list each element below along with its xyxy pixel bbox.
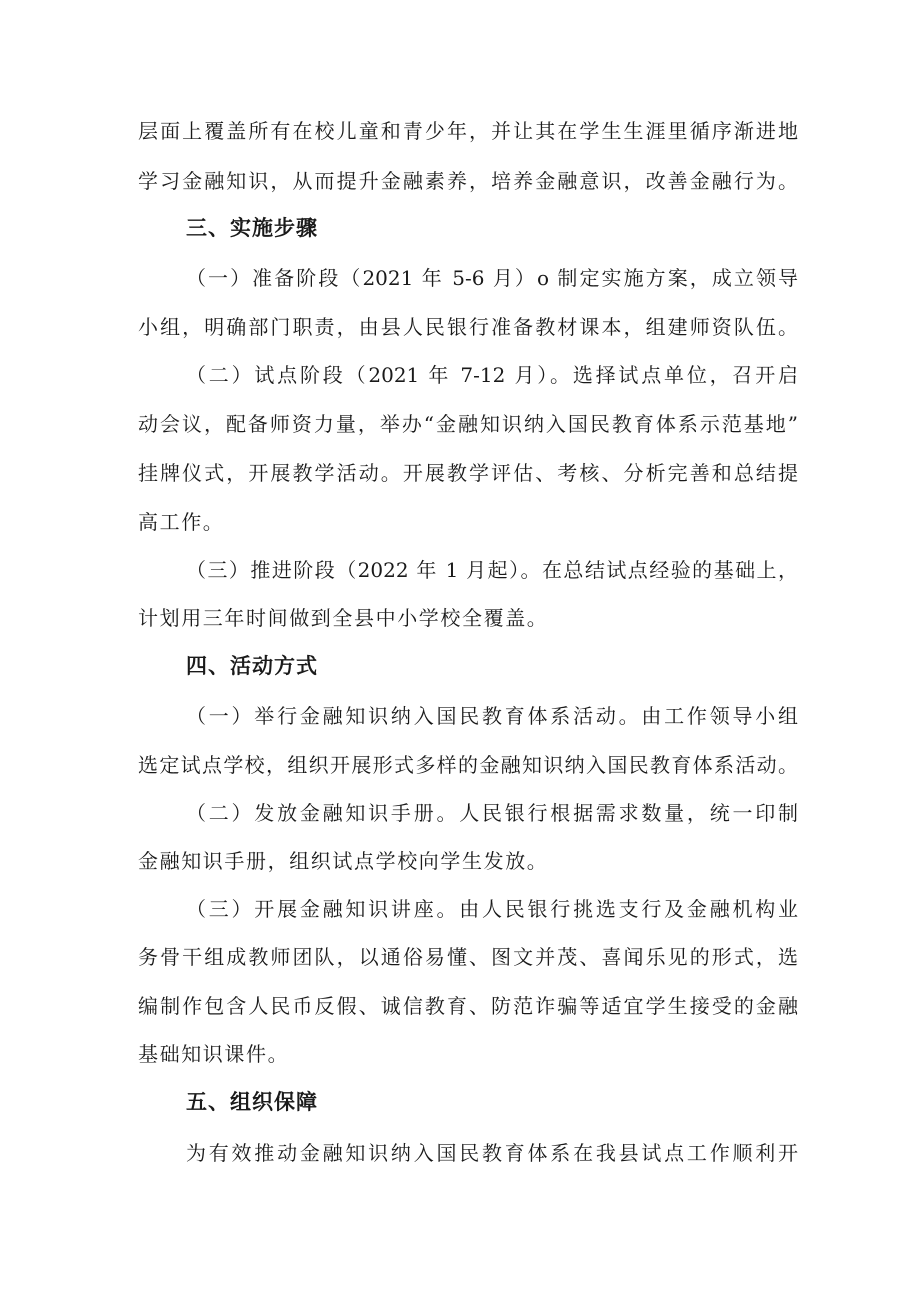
s3-p1-line-1: （一）准备阶段（2021 年 5-6 月）o 制定实施方案，成立领导	[186, 266, 798, 290]
s4-p3-line-2: 务骨干组成教师团队，以通俗易懂、图文并茂、喜闻乐见的形式，选	[138, 945, 798, 969]
s3-p3-line-1: （三）推进阶段（2022 年 1 月起）。在总结试点经验的基础上，	[186, 558, 798, 582]
s3-p2-line-3: 挂牌仪式，开展教学活动。开展教学评估、考核、分析完善和总结提	[138, 461, 798, 485]
section-4-heading: 四、活动方式	[186, 654, 318, 678]
s3-p1-line-2: 小组，明确部门职责，由县人民银行准备教材课本，组建师资队伍。	[138, 315, 798, 339]
s4-p2-line-1: （二）发放金融知识手册。人民银行根据需求数量，统一印制	[186, 801, 798, 825]
section-3-heading: 三、实施步骤	[186, 216, 318, 240]
s3-p3-line-2: 计划用三年时间做到全县中小学校全覆盖。	[138, 606, 549, 630]
section-5-heading: 五、组织保障	[186, 1090, 318, 1114]
s3-p2-line-1: （二）试点阶段（2021 年 7-12 月）。选择试点单位，召开启	[186, 363, 798, 387]
s3-p2-line-4: 高工作。	[138, 510, 225, 534]
s4-p3-line-3: 编制作包含人民币反假、诚信教育、防范诈骗等适宜学生接受的金融	[138, 994, 798, 1018]
s3-p2-line-2: 动会议，配备师资力量，举办“金融知识纳入国民教育体系示范基地”	[138, 412, 798, 436]
s4-p3-line-1: （三）开展金融知识讲座。由人民银行挑选支行及金融机构业	[186, 897, 798, 921]
s4-p1-line-1: （一）举行金融知识纳入国民教育体系活动。由工作领导小组	[186, 704, 798, 728]
s5-p1-line-1: 为有效推动金融知识纳入国民教育体系在我县试点工作顺利开	[186, 1141, 798, 1165]
s4-p3-line-4: 基础知识课件。	[138, 1042, 290, 1066]
s4-p1-line-2: 选定试点学校，组织开展形式多样的金融知识纳入国民教育体系活动。	[138, 753, 798, 777]
intro-line-2: 学习金融知识，从而提升金融素养，培养金融意识，改善金融行为。	[138, 169, 798, 193]
intro-line-1: 层面上覆盖所有在校儿童和青少年，并让其在学生生涯里循序渐进地	[138, 119, 798, 143]
s4-p2-line-2: 金融知识手册，组织试点学校向学生发放。	[138, 849, 549, 873]
